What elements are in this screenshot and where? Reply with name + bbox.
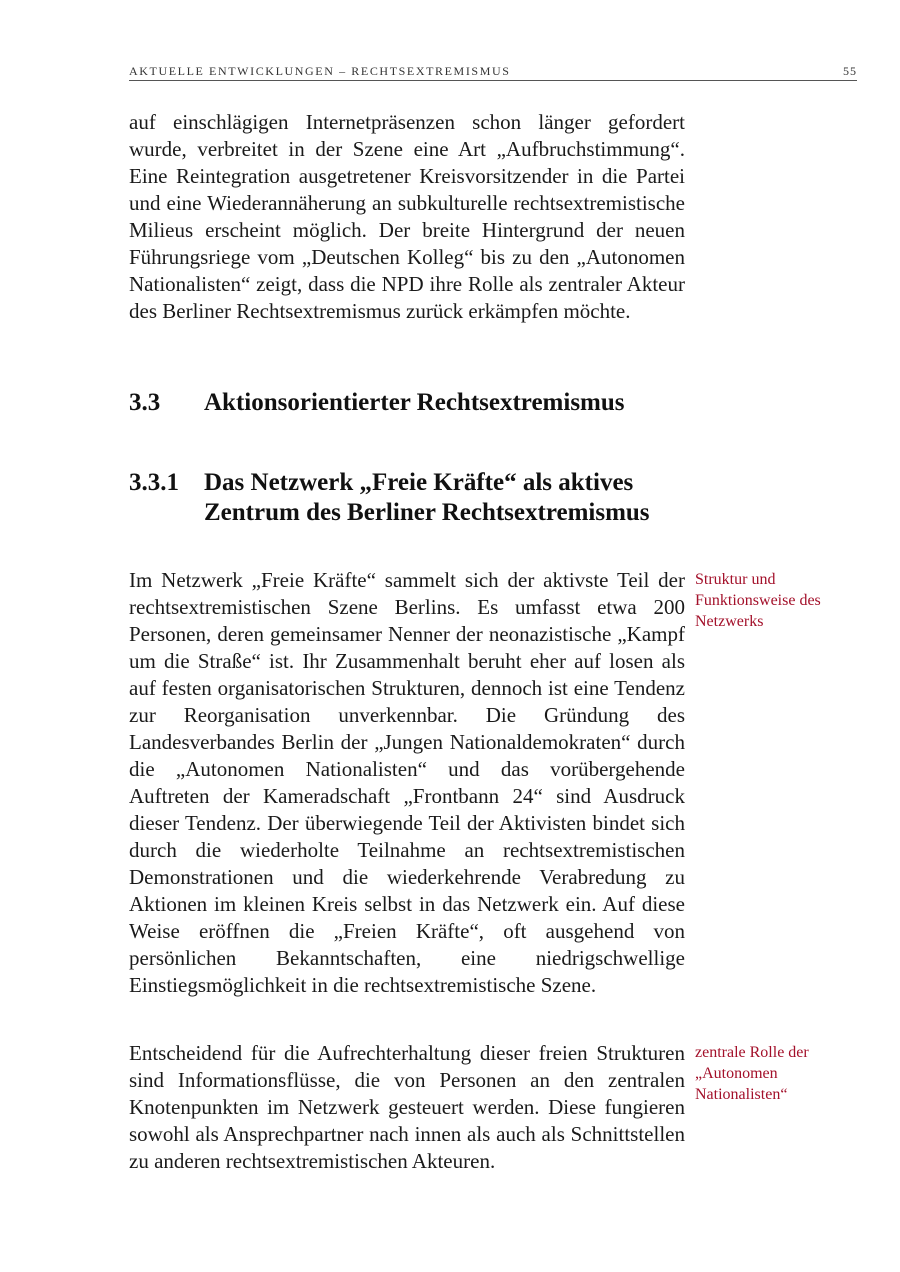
- section-number: 3.3: [129, 389, 161, 416]
- subsection-title: Das Netzwerk „Freie Kräfte“ als aktives Zentrum des Berliner Rechtsextremismus: [204, 469, 650, 526]
- subsection-number: 3.3.1: [129, 469, 179, 496]
- page-number: 55: [843, 64, 857, 78]
- intro-text-block: [129, 109, 685, 325]
- section-heading: [129, 388, 689, 418]
- body-text-block-2: [129, 1040, 685, 1175]
- subsection-heading: [129, 468, 689, 528]
- running-header: [129, 64, 857, 81]
- running-title: AKTUELLE ENTWICKLUNGEN – RECHTSEXTREMISMUS: [129, 64, 511, 78]
- section-title: Aktionsorientierter Rechtsextremismus: [204, 389, 625, 416]
- body-paragraph: Entscheidend für die Aufrechterhaltung dieser freien Strukturen sind Informationsflüsse, die von Personen an den zentralen Knotenpunkten im Netzwerk gesteuert werden. Diese fungieren sowohl als Ansprechpartner nach innen als auch als Schnittstellen zu anderen rechtsextremistischen Akteuren.: [129, 1041, 685, 1173]
- margin-note-structure: Struktur und Funktionsweise des Netzwerks: [695, 571, 821, 630]
- margin-note-role: zentrale Rolle der „Autonomen Nationalisten“: [695, 1044, 809, 1103]
- body-text-block-1: [129, 567, 685, 999]
- intro-paragraph: auf einschlägigen Internetpräsenzen schon länger gefordert wurde, verbreitet in der Szene eine Art „Aufbruchstimmung“. Eine Reintegration ausgetretener Kreisvorsitzender in die Partei und eine Wiederannäherung an subkulturelle rechtsextremistische Milieus erscheint möglich. Der breite Hintergrund der neuen Führungsriege vom „Deutschen Kolleg“ bis zu den „Autonomen Nationalisten“ zeigt, dass die NPD ihre Rolle als zentraler Akteur des Berliner Rechtsextremismus zurück erkämpfen möchte.: [129, 110, 685, 323]
- body-paragraph: Im Netzwerk „Freie Kräfte“ sammelt sich der aktivste Teil der rechtsextremistischen Szene Berlins. Es umfasst etwa 200 Personen, deren gemeinsamer Nenner der neonazistische „Kampf um die Straße“ ist. Ihr Zusammenhalt beruht eher auf losen als auf festen organisatorischen Strukturen, dennoch ist eine Tendenz zur Reorganisation unverkennbar. Die Gründung des Landesverbandes Berlin der „Jungen Nationaldemokraten“ durch die „Autonomen Nationalisten“ und das vorübergehende Auftreten der Kameradschaft „Frontbann 24“ sind Ausdruck dieser Tendenz. Der überwiegende Teil der Aktivisten bindet sich durch die wiederholte Teilnahme an rechtsextremistischen Demonstrationen und die wiederkehrende Verabredung zu Aktionen im kleinen Kreis selbst in das Netzwerk ein. Auf diese Weise eröffnen die „Freien Kräfte“, oft ausgehend von persönlichen Bekanntschaften, eine niedrigschwellige Einstiegsmöglichkeit in die rechtsextremistische Szene.: [129, 568, 685, 997]
